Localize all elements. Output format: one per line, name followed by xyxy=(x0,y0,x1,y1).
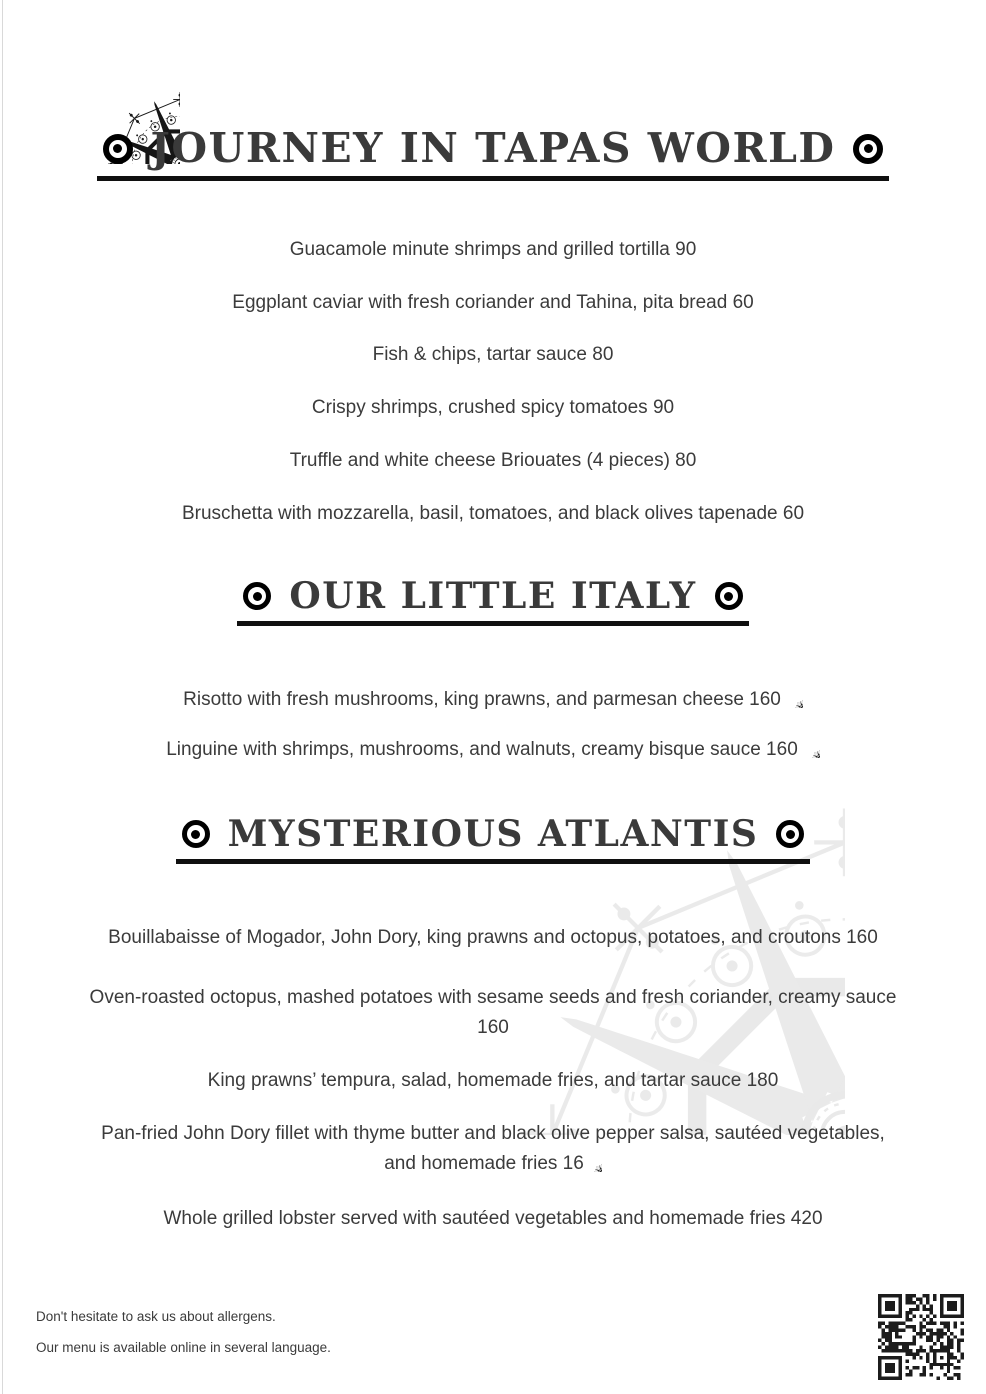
menu-item-text: Risotto with fresh mushrooms, king prawns, and parmesan cheese 160 xyxy=(183,689,781,710)
section-heading-mysterious-atlantis xyxy=(0,813,986,864)
online-menu-note: Our menu is available online in several language. xyxy=(36,1340,331,1355)
menu-item-text: Pan-fried John Dory fillet with thyme butter and black olive pepper salsa, sautéed vegetables, xyxy=(101,1123,885,1144)
menu-item-text: Whole grilled lobster served with sautéed vegetables and homemade fries 420 xyxy=(163,1208,823,1229)
signature-emblem-icon xyxy=(585,1155,602,1172)
menu-item-text: Truffle and white cheese Briouates (4 pieces) 80 xyxy=(289,450,697,471)
menu-item xyxy=(30,1066,956,1096)
menu-item-text: King prawns’ tempura, salad, homemade fries, and tartar sauce 180 xyxy=(207,1070,779,1091)
bullseye-icon xyxy=(853,134,883,164)
bullseye-icon xyxy=(776,820,804,848)
menu-item-text: Oven-roasted octopus, mashed potatoes with sesame seeds and fresh coriander, creamy sauce xyxy=(89,987,897,1008)
menu-item-text: Linguine with shrimps, mushrooms, and walnuts, creamy bisque sauce 160 xyxy=(166,739,798,760)
menu-item-text: Bruschetta with mozzarella, basil, tomatoes, and black olives tapenade 60 xyxy=(181,503,805,524)
menu-item xyxy=(78,983,908,1043)
menu-item xyxy=(30,685,956,715)
menu-item-text: and homemade fries 16 xyxy=(384,1153,584,1174)
menu-item-text: 160 xyxy=(477,1017,509,1038)
bullseye-icon xyxy=(182,820,210,848)
signature-emblem-icon xyxy=(803,741,820,758)
section-title: OUR LITTLE ITALY xyxy=(289,575,697,617)
menu-item-text: Crispy shrimps, crushed spicy tomatoes 90 xyxy=(311,397,675,418)
bullseye-icon xyxy=(103,134,133,164)
menu-item-text: Eggplant caviar with fresh coriander and Tahina, pita bread 60 xyxy=(232,292,754,313)
bullseye-icon xyxy=(715,582,743,610)
menu-item xyxy=(30,235,956,265)
section-title: MYSTERIOUS ATLANTIS xyxy=(227,813,759,855)
page-edge-line xyxy=(2,0,3,1394)
menu-item xyxy=(30,446,956,476)
qr-code xyxy=(878,1294,964,1380)
menu-item xyxy=(30,499,956,529)
menu-item xyxy=(30,340,956,370)
allergens-note: Don't hesitate to ask us about allergens. xyxy=(36,1309,276,1324)
menu-item-text: Fish & chips, tartar sauce 80 xyxy=(372,344,614,365)
menu-item xyxy=(78,1119,908,1179)
menu-item xyxy=(30,393,956,423)
main-title-row xyxy=(0,124,986,181)
bullseye-icon xyxy=(243,582,271,610)
menu-item xyxy=(30,923,956,953)
menu-item xyxy=(30,1204,956,1234)
menu-item xyxy=(30,735,956,765)
menu-item xyxy=(30,288,956,318)
menu-item-text: Guacamole minute shrimps and grilled tortilla 90 xyxy=(289,239,697,260)
signature-emblem-icon xyxy=(786,691,803,708)
section-heading-our-little-italy xyxy=(0,575,986,626)
page-title: JOURNEY IN TAPAS WORLD xyxy=(150,124,836,172)
menu-item-text: Bouillabaisse of Mogador, John Dory, king prawns and octopus, potatoes, and croutons 160 xyxy=(108,927,878,948)
